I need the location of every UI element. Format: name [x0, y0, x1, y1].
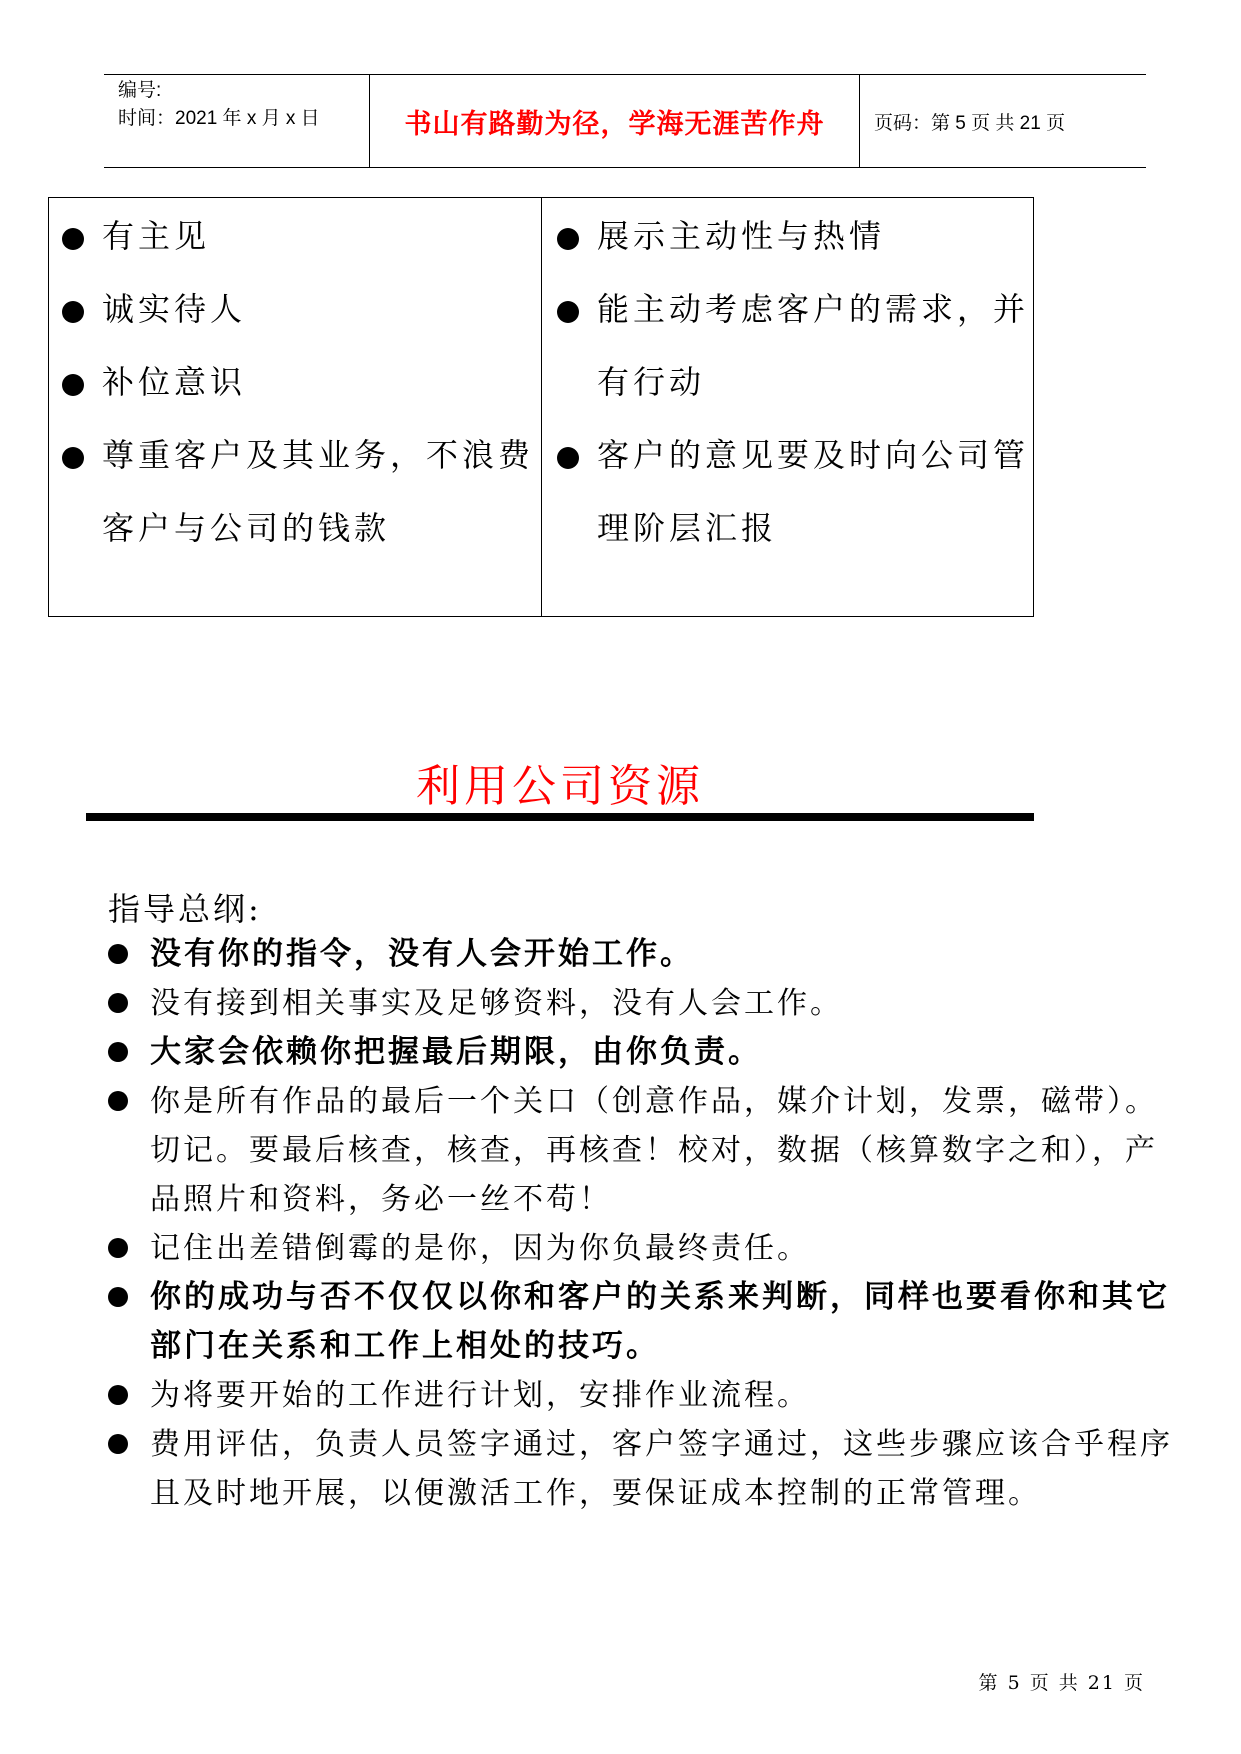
list-item-text: 你的成功与否不仅仅以你和客户的关系来判断，同样也要看你和其它部门在关系和工作上相处的技巧。: [150, 1279, 1170, 1364]
list-item: [59, 200, 541, 273]
bullet-icon: [108, 1091, 128, 1111]
bullet-icon: [108, 1434, 128, 1454]
list-item-text: 展示主动性与热情: [597, 217, 886, 255]
list-item: [59, 419, 541, 565]
list-item: [104, 1028, 1184, 1077]
page-footer: 第 5 页 共 21 页: [978, 1672, 1145, 1694]
list-item: [104, 1273, 1184, 1371]
list-item-text: 没有接到相关事实及足够资料，没有人会工作。: [150, 986, 843, 1021]
list-item: [554, 200, 1033, 273]
bullet-icon: [557, 228, 579, 250]
header-page-info: 页码：第 5 页 共 21 页: [874, 112, 1066, 134]
section-title: 利用公司资源: [416, 761, 704, 812]
list-item-text: 没有你的指令，没有人会开始工作。: [150, 936, 694, 972]
list-item-text: 能主动考虑客户的需求，并有行动: [597, 290, 1030, 401]
table-left-column: [49, 198, 542, 616]
list-item-text: 费用评估，负责人员签字通过，客户签字通过，这些步骤应该合乎程序且及时地开展，以便激活工作，要保证成本控制的正常管理。: [150, 1427, 1173, 1511]
list-item: [104, 1077, 1184, 1224]
list-item-text: 记住出差错倒霉的是你，因为你负最终责任。: [150, 1231, 810, 1266]
document-header: [104, 74, 1146, 168]
list-item-text: 尊重客户及其业务，不浪费客户与公司的钱款: [102, 436, 535, 547]
list-item: [59, 273, 541, 346]
list-item: [554, 419, 1033, 565]
guideline-heading: 指导总纲:: [108, 890, 262, 928]
bullet-icon: [108, 993, 128, 1013]
list-item-text: 诚实待人: [102, 290, 247, 328]
list-item-text: 为将要开始的工作进行计划，安排作业流程。: [150, 1378, 810, 1413]
list-item-text: 你是所有作品的最后一个关口（创意作品，媒介计划，发票，磁带）。切记。要最后核查，核查，再核查！校对，数据（核算数字之和），产品照片和资料，务必一丝不苟！: [150, 1084, 1158, 1217]
header-motto: 书山有路勤为径，学海无涯苦作舟: [370, 75, 860, 167]
list-item-text: 有主见: [102, 217, 211, 255]
list-item: [104, 930, 1184, 979]
list-item-text: 补位意识: [102, 363, 247, 401]
bullet-icon: [108, 944, 128, 964]
number-label: 编号:: [118, 80, 162, 101]
list-item: [554, 273, 1033, 419]
bullet-icon: [557, 301, 579, 323]
bullet-icon: [108, 1238, 128, 1258]
list-item: [59, 346, 541, 419]
qualities-table: [48, 197, 1034, 617]
list-item: [104, 1420, 1184, 1518]
table-right-column: [542, 198, 1033, 616]
bullet-icon: [108, 1385, 128, 1405]
list-item-text: 客户的意见要及时向公司管理阶层汇报: [597, 436, 1030, 547]
bullet-icon: [557, 447, 579, 469]
list-item-text: 大家会依赖你把握最后期限，由你负责。: [150, 1034, 762, 1070]
bullet-icon: [62, 228, 84, 250]
list-item: [104, 1371, 1184, 1420]
guideline-list: [104, 930, 1184, 1518]
bullet-icon: [62, 447, 84, 469]
list-item: [104, 979, 1184, 1028]
section-divider: [86, 813, 1034, 821]
bullet-icon: [108, 1287, 128, 1307]
bullet-icon: [62, 301, 84, 323]
bullet-icon: [108, 1042, 128, 1062]
header-meta: [104, 75, 370, 167]
time-label: 时间：2021 年 x 月 x 日: [118, 108, 320, 129]
bullet-icon: [62, 374, 84, 396]
list-item: [104, 1224, 1184, 1273]
